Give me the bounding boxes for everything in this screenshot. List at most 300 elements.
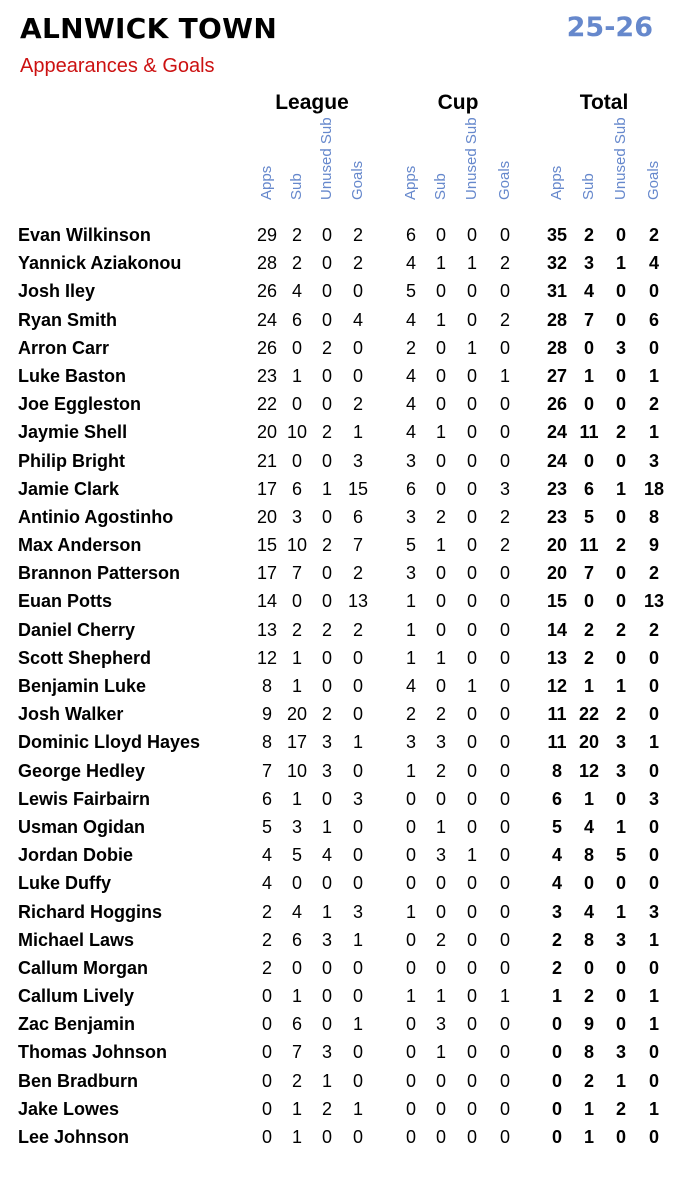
player-name: Ben Bradburn xyxy=(18,1070,139,1091)
cell-total-apps: 0 xyxy=(551,1070,562,1091)
cell-total-sub: 22 xyxy=(578,704,600,725)
page-subtitle: Appearances & Goals xyxy=(20,55,215,77)
cell-total-goals: 0 xyxy=(648,281,659,302)
table-row xyxy=(0,503,685,531)
column-header-label: Goals xyxy=(496,160,513,200)
cell-league-apps: 0 xyxy=(261,986,272,1007)
cell-total-goals: 9 xyxy=(648,535,659,556)
cell-total-sub: 11 xyxy=(579,422,599,443)
cell-total-apps: 3 xyxy=(551,901,562,922)
cell-total-sub: 12 xyxy=(578,760,600,781)
cell-cup-goals: 2 xyxy=(499,253,510,274)
cell-cup-sub: 0 xyxy=(435,1070,446,1091)
cell-cup-goals: 0 xyxy=(499,619,510,640)
cell-cup-sub: 0 xyxy=(435,563,446,584)
table-row xyxy=(0,418,685,446)
cell-total-apps: 28 xyxy=(546,309,568,330)
cell-total-sub: 4 xyxy=(583,816,594,837)
cell-league-apps: 2 xyxy=(261,901,272,922)
cell-league-apps: 15 xyxy=(256,535,278,556)
player-name: Jamie Clark xyxy=(18,478,120,499)
cell-cup-sub: 0 xyxy=(435,1127,446,1147)
cell-total-unused-sub: 1 xyxy=(615,901,626,922)
cell-cup-apps: 0 xyxy=(405,845,416,866)
column-header-league-apps xyxy=(255,120,279,218)
cell-total-unused-sub: 0 xyxy=(615,394,626,415)
cell-total-goals: 18 xyxy=(643,478,665,499)
cell-league-unused-sub: 0 xyxy=(321,873,332,894)
cell-cup-goals: 0 xyxy=(499,873,510,894)
cell-league-sub: 1 xyxy=(291,1098,302,1119)
cell-league-sub: 0 xyxy=(291,957,302,978)
cell-total-sub: 7 xyxy=(583,309,594,330)
cell-cup-goals: 0 xyxy=(499,1042,510,1063)
cell-league-sub: 1 xyxy=(291,986,302,1007)
cell-cup-goals: 0 xyxy=(499,563,510,584)
cell-total-goals: 1 xyxy=(648,986,659,1007)
player-name: Zac Benjamin xyxy=(18,1014,136,1035)
cell-total-unused-sub: 1 xyxy=(615,1070,626,1091)
player-name: Thomas Johnson xyxy=(18,1042,168,1063)
cell-league-goals: 7 xyxy=(352,535,363,556)
cell-league-unused-sub: 2 xyxy=(321,535,332,556)
cell-total-sub: 7 xyxy=(583,563,594,584)
cell-league-unused-sub: 0 xyxy=(321,1014,332,1035)
cell-cup-unused-sub: 0 xyxy=(466,957,477,978)
cell-total-apps: 5 xyxy=(551,816,562,837)
cell-league-apps: 24 xyxy=(256,309,278,330)
cell-league-apps: 23 xyxy=(256,365,278,386)
cell-cup-goals: 0 xyxy=(499,929,510,950)
cell-cup-goals: 0 xyxy=(499,901,510,922)
cell-total-apps: 15 xyxy=(546,591,568,612)
player-name: Benjamin Luke xyxy=(18,676,147,696)
cell-league-apps: 12 xyxy=(256,647,278,668)
cell-cup-unused-sub: 0 xyxy=(466,929,477,950)
cell-total-apps: 11 xyxy=(547,732,567,753)
cell-total-goals: 0 xyxy=(648,1127,659,1147)
column-header-total-sub xyxy=(577,120,601,218)
cell-total-unused-sub: 2 xyxy=(615,704,626,725)
cell-league-unused-sub: 0 xyxy=(321,788,332,809)
cell-league-sub: 1 xyxy=(291,647,302,668)
cell-total-apps: 26 xyxy=(546,394,568,415)
cell-cup-goals: 0 xyxy=(499,704,510,725)
cell-cup-goals: 0 xyxy=(499,732,510,753)
cell-cup-unused-sub: 0 xyxy=(466,1127,477,1147)
table-row xyxy=(0,362,685,390)
cell-total-apps: 0 xyxy=(551,1014,562,1035)
cell-league-apps: 0 xyxy=(261,1098,272,1119)
player-name: Evan Wilkinson xyxy=(18,225,151,245)
cell-cup-sub: 1 xyxy=(435,647,446,668)
cell-total-goals: 0 xyxy=(648,647,659,668)
cell-cup-apps: 0 xyxy=(405,1070,416,1091)
cell-league-apps: 6 xyxy=(261,788,272,809)
cell-total-unused-sub: 0 xyxy=(615,873,626,894)
cell-total-goals: 6 xyxy=(648,309,659,330)
cell-total-apps: 1 xyxy=(551,986,562,1007)
cell-league-goals: 2 xyxy=(352,394,363,415)
player-name: Jordan Dobie xyxy=(18,845,134,866)
cell-total-unused-sub: 0 xyxy=(615,563,626,584)
cell-cup-apps: 0 xyxy=(405,957,416,978)
cell-total-sub: 5 xyxy=(583,506,594,527)
cell-cup-unused-sub: 0 xyxy=(466,563,477,584)
cell-league-apps: 7 xyxy=(261,760,272,781)
cell-total-goals: 0 xyxy=(648,816,659,837)
column-header-cup-unused-sub xyxy=(460,117,484,218)
cell-cup-apps: 0 xyxy=(405,1098,416,1119)
cell-total-goals: 1 xyxy=(648,732,659,753)
cell-total-unused-sub: 1 xyxy=(615,253,626,274)
cell-cup-unused-sub: 1 xyxy=(466,253,477,274)
cell-total-goals: 3 xyxy=(648,788,659,809)
column-header-cup-sub xyxy=(429,120,453,218)
cell-cup-goals: 0 xyxy=(499,845,510,866)
player-name: George Hedley xyxy=(18,760,146,781)
cell-cup-apps: 1 xyxy=(405,986,416,1007)
table-row xyxy=(0,926,685,954)
cell-total-goals: 1 xyxy=(648,1014,659,1035)
cell-total-apps: 2 xyxy=(551,929,562,950)
cell-cup-apps: 5 xyxy=(405,281,416,302)
cell-league-unused-sub: 1 xyxy=(321,1070,332,1091)
cell-league-goals: 1 xyxy=(352,422,363,443)
cell-cup-goals: 2 xyxy=(499,506,510,527)
player-table xyxy=(0,221,685,1151)
table-row xyxy=(0,1010,685,1038)
cell-league-unused-sub: 3 xyxy=(321,760,332,781)
cell-league-sub: 7 xyxy=(291,1042,302,1063)
player-name: Jake Lowes xyxy=(18,1098,120,1119)
cell-total-apps: 23 xyxy=(546,506,568,527)
cell-cup-goals: 0 xyxy=(499,591,510,612)
player-name: Jaymie Shell xyxy=(18,422,128,443)
cell-total-apps: 0 xyxy=(551,1098,562,1119)
cell-total-sub: 6 xyxy=(583,478,594,499)
table-row xyxy=(0,954,685,982)
cell-cup-sub: 2 xyxy=(435,506,446,527)
cell-total-goals: 8 xyxy=(648,506,659,527)
cell-cup-apps: 1 xyxy=(405,591,416,612)
cell-league-goals: 0 xyxy=(352,704,363,725)
column-header-label: Apps xyxy=(548,165,565,200)
cell-league-sub: 2 xyxy=(291,225,302,245)
cell-cup-apps: 4 xyxy=(405,422,416,443)
cell-cup-apps: 1 xyxy=(405,901,416,922)
cell-cup-sub: 0 xyxy=(435,450,446,471)
cell-cup-unused-sub: 0 xyxy=(466,760,477,781)
cell-cup-sub: 1 xyxy=(435,1042,446,1063)
cell-cup-sub: 0 xyxy=(435,591,446,612)
cell-league-unused-sub: 1 xyxy=(321,478,332,499)
cell-cup-unused-sub: 0 xyxy=(466,986,477,1007)
cell-cup-goals: 0 xyxy=(499,422,510,443)
cell-cup-unused-sub: 0 xyxy=(466,281,477,302)
cell-league-sub: 0 xyxy=(291,450,302,471)
cell-league-apps: 20 xyxy=(256,422,278,443)
cell-total-goals: 0 xyxy=(648,760,659,781)
cell-league-goals: 1 xyxy=(352,732,363,753)
cell-league-goals: 0 xyxy=(352,845,363,866)
cell-total-apps: 20 xyxy=(546,535,568,556)
cell-cup-apps: 4 xyxy=(405,253,416,274)
cell-cup-goals: 0 xyxy=(499,676,510,696)
player-name: Lewis Fairbairn xyxy=(18,788,151,809)
cell-league-unused-sub: 2 xyxy=(321,337,332,358)
column-header-total-unused-sub xyxy=(609,117,633,218)
cell-league-goals: 4 xyxy=(352,309,363,330)
cell-cup-unused-sub: 0 xyxy=(466,873,477,894)
cell-league-unused-sub: 0 xyxy=(321,647,332,668)
cell-total-sub: 11 xyxy=(579,535,599,556)
cell-total-goals: 3 xyxy=(648,450,659,471)
cell-league-apps: 2 xyxy=(261,929,272,950)
cell-league-apps: 22 xyxy=(256,394,278,415)
cell-cup-apps: 3 xyxy=(405,563,416,584)
cell-cup-unused-sub: 0 xyxy=(466,535,477,556)
cell-league-unused-sub: 2 xyxy=(321,422,332,443)
cell-cup-goals: 0 xyxy=(499,1127,510,1147)
cell-total-goals: 3 xyxy=(648,901,659,922)
cell-league-apps: 17 xyxy=(256,478,278,499)
cell-cup-sub: 2 xyxy=(435,760,446,781)
player-name: Yannick Aziakonou xyxy=(18,253,182,274)
cell-league-unused-sub: 2 xyxy=(321,704,332,725)
cell-league-unused-sub: 0 xyxy=(321,563,332,584)
player-name: Richard Hoggins xyxy=(18,901,163,922)
cell-cup-apps: 1 xyxy=(405,647,416,668)
cell-total-unused-sub: 0 xyxy=(615,986,626,1007)
cell-league-goals: 3 xyxy=(352,450,363,471)
cell-cup-sub: 1 xyxy=(435,986,446,1007)
cell-league-unused-sub: 0 xyxy=(321,281,332,302)
cell-league-goals: 0 xyxy=(352,647,363,668)
cell-cup-unused-sub: 1 xyxy=(466,337,477,358)
cell-league-apps: 2 xyxy=(261,957,272,978)
cell-total-apps: 12 xyxy=(546,676,568,696)
cell-league-apps: 0 xyxy=(261,1042,272,1063)
cell-league-goals: 6 xyxy=(352,506,363,527)
cell-total-unused-sub: 0 xyxy=(615,225,626,245)
table-row xyxy=(0,475,685,503)
table-row xyxy=(0,982,685,1010)
cell-league-apps: 9 xyxy=(261,704,272,725)
column-header-league-goals xyxy=(346,120,370,218)
cell-total-sub: 9 xyxy=(583,1014,594,1035)
cell-total-apps: 27 xyxy=(546,365,568,386)
cell-total-sub: 0 xyxy=(583,337,594,358)
table-row xyxy=(0,277,685,305)
cell-league-apps: 13 xyxy=(256,619,278,640)
cell-league-goals: 0 xyxy=(352,365,363,386)
cell-cup-sub: 0 xyxy=(435,225,446,245)
cell-total-sub: 2 xyxy=(583,1070,594,1091)
player-name: Brannon Patterson xyxy=(18,563,181,584)
cell-cup-apps: 3 xyxy=(405,732,416,753)
table-row xyxy=(0,700,685,728)
cell-total-unused-sub: 3 xyxy=(615,337,626,358)
cell-cup-apps: 0 xyxy=(405,873,416,894)
table-row xyxy=(0,672,685,700)
cell-cup-goals: 0 xyxy=(499,957,510,978)
cell-cup-unused-sub: 1 xyxy=(466,676,477,696)
cell-cup-unused-sub: 0 xyxy=(466,478,477,499)
cell-league-goals: 0 xyxy=(352,337,363,358)
cell-cup-sub: 0 xyxy=(435,478,446,499)
cell-total-unused-sub: 0 xyxy=(615,365,626,386)
cell-cup-goals: 0 xyxy=(499,1014,510,1035)
cell-cup-goals: 0 xyxy=(499,1070,510,1091)
cell-total-sub: 0 xyxy=(583,394,594,415)
cell-cup-sub: 1 xyxy=(435,309,446,330)
cell-total-apps: 24 xyxy=(546,450,568,471)
cell-cup-unused-sub: 0 xyxy=(466,591,477,612)
cell-total-goals: 0 xyxy=(648,704,659,725)
player-name: Callum Morgan xyxy=(18,957,149,978)
player-name: Luke Duffy xyxy=(18,873,112,894)
cell-cup-unused-sub: 0 xyxy=(466,901,477,922)
cell-league-sub: 1 xyxy=(291,788,302,809)
cell-league-apps: 26 xyxy=(256,337,278,358)
cell-cup-sub: 0 xyxy=(435,901,446,922)
cell-league-unused-sub: 0 xyxy=(321,225,332,245)
cell-league-sub: 3 xyxy=(291,506,302,527)
cell-total-apps: 24 xyxy=(546,422,568,443)
cell-league-unused-sub: 0 xyxy=(321,365,332,386)
cell-total-goals: 1 xyxy=(648,365,659,386)
cell-cup-apps: 2 xyxy=(405,337,416,358)
cell-total-sub: 1 xyxy=(583,676,594,696)
cell-league-sub: 20 xyxy=(286,704,308,725)
cell-cup-apps: 1 xyxy=(405,760,416,781)
cell-league-unused-sub: 0 xyxy=(321,1127,332,1147)
column-header-total-apps xyxy=(545,120,569,218)
cell-cup-goals: 0 xyxy=(499,760,510,781)
cell-total-unused-sub: 2 xyxy=(615,422,626,443)
cell-total-goals: 2 xyxy=(648,225,659,245)
cell-total-goals: 0 xyxy=(648,676,659,696)
table-row xyxy=(0,559,685,587)
cell-league-apps: 14 xyxy=(256,591,278,612)
cell-league-goals: 3 xyxy=(352,788,363,809)
cell-cup-apps: 0 xyxy=(405,1042,416,1063)
cell-total-apps: 2 xyxy=(551,957,562,978)
cell-cup-unused-sub: 0 xyxy=(466,450,477,471)
cell-cup-unused-sub: 1 xyxy=(466,845,477,866)
cell-league-sub: 4 xyxy=(291,901,302,922)
group-header-league: League xyxy=(275,91,349,114)
table-row xyxy=(0,1095,685,1123)
cell-total-sub: 4 xyxy=(583,901,594,922)
cell-league-goals: 0 xyxy=(352,986,363,1007)
table-row xyxy=(0,1067,685,1095)
player-name: Max Anderson xyxy=(18,535,142,556)
cell-league-sub: 2 xyxy=(291,1070,302,1091)
column-header-label: Unused Sub xyxy=(318,117,335,200)
table-row xyxy=(0,616,685,644)
cell-total-unused-sub: 0 xyxy=(615,309,626,330)
column-header-label: Unused Sub xyxy=(463,117,480,200)
cell-league-unused-sub: 0 xyxy=(321,253,332,274)
table-row xyxy=(0,841,685,869)
table-row xyxy=(0,898,685,926)
cell-league-apps: 8 xyxy=(261,676,272,696)
cell-cup-sub: 1 xyxy=(435,422,446,443)
cell-cup-apps: 0 xyxy=(405,1127,416,1147)
player-name: Philip Bright xyxy=(18,450,125,471)
cell-total-sub: 0 xyxy=(583,450,594,471)
cell-league-goals: 15 xyxy=(347,478,369,499)
cell-league-goals: 13 xyxy=(347,591,369,612)
cell-total-goals: 0 xyxy=(648,957,659,978)
cell-total-unused-sub: 2 xyxy=(615,619,626,640)
table-row xyxy=(0,249,685,277)
cell-cup-unused-sub: 0 xyxy=(466,732,477,753)
cell-total-goals: 0 xyxy=(648,337,659,358)
cell-total-apps: 11 xyxy=(547,704,567,725)
cell-total-goals: 1 xyxy=(648,422,659,443)
cell-league-sub: 10 xyxy=(286,422,308,443)
cell-cup-apps: 0 xyxy=(405,816,416,837)
cell-cup-apps: 5 xyxy=(405,535,416,556)
table-row xyxy=(0,587,685,615)
cell-total-sub: 0 xyxy=(583,873,594,894)
cell-cup-sub: 1 xyxy=(435,535,446,556)
cell-total-goals: 1 xyxy=(648,1098,659,1119)
cell-total-sub: 8 xyxy=(583,1042,594,1063)
cell-cup-goals: 1 xyxy=(499,365,510,386)
cell-cup-apps: 4 xyxy=(405,676,416,696)
cell-total-apps: 20 xyxy=(546,563,568,584)
cell-league-unused-sub: 4 xyxy=(321,845,332,866)
cell-total-apps: 0 xyxy=(551,1042,562,1063)
cell-total-unused-sub: 0 xyxy=(615,591,626,612)
table-row xyxy=(0,1123,685,1151)
cell-league-goals: 2 xyxy=(352,253,363,274)
cell-league-sub: 0 xyxy=(291,394,302,415)
cell-league-apps: 4 xyxy=(261,845,272,866)
cell-total-sub: 2 xyxy=(583,986,594,1007)
cell-league-apps: 26 xyxy=(256,281,278,302)
cell-total-sub: 1 xyxy=(583,365,594,386)
cell-cup-unused-sub: 0 xyxy=(466,647,477,668)
cell-league-sub: 10 xyxy=(286,760,308,781)
cell-total-apps: 31 xyxy=(546,281,568,302)
cell-league-sub: 1 xyxy=(291,1127,302,1147)
column-header-label: Sub xyxy=(288,173,305,200)
cell-cup-goals: 0 xyxy=(499,281,510,302)
cell-league-apps: 4 xyxy=(261,873,272,894)
cell-total-goals: 0 xyxy=(648,873,659,894)
player-name: Euan Potts xyxy=(18,591,113,612)
cell-league-unused-sub: 0 xyxy=(321,591,332,612)
cell-total-goals: 1 xyxy=(648,929,659,950)
cell-league-sub: 1 xyxy=(291,365,302,386)
cell-total-apps: 4 xyxy=(551,873,562,894)
player-name: Usman Ogidan xyxy=(18,816,146,837)
cell-total-unused-sub: 0 xyxy=(615,788,626,809)
table-row xyxy=(0,757,685,785)
cell-total-sub: 2 xyxy=(583,225,594,245)
cell-total-unused-sub: 1 xyxy=(615,676,626,696)
cell-total-goals: 0 xyxy=(648,845,659,866)
cell-total-sub: 8 xyxy=(583,845,594,866)
cell-league-sub: 0 xyxy=(291,873,302,894)
cell-cup-unused-sub: 0 xyxy=(466,619,477,640)
column-header-cup-goals xyxy=(493,120,517,218)
